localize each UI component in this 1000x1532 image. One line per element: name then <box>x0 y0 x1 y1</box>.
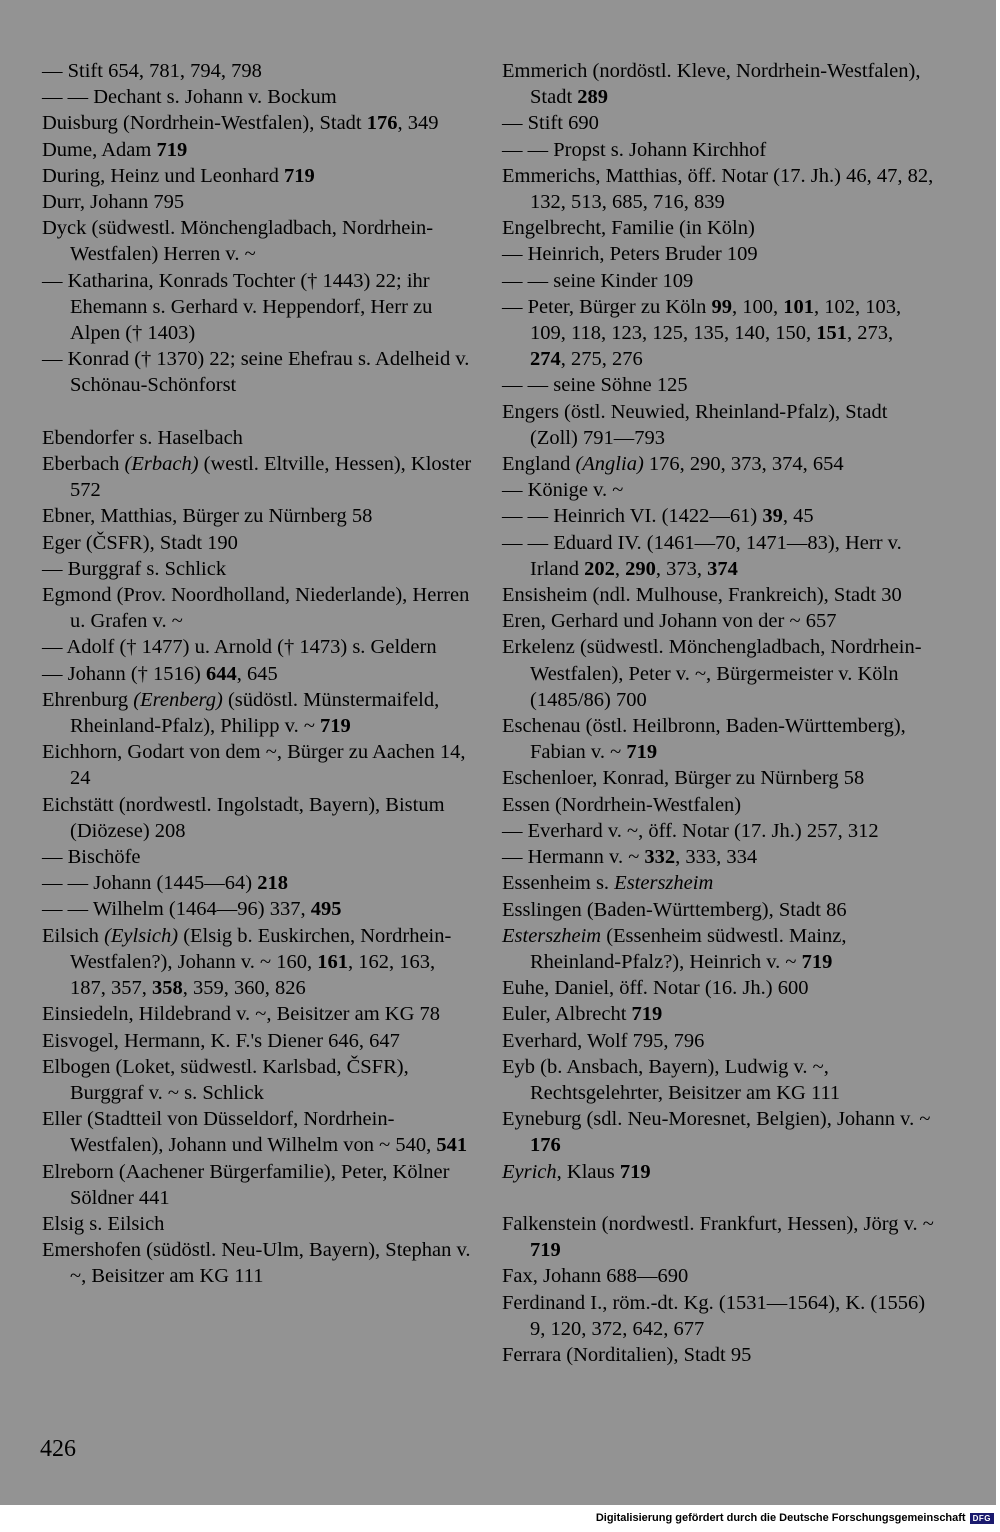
entry-text: 99 <box>711 295 732 318</box>
entry-text: , 100, <box>731 295 784 318</box>
index-entry <box>42 189 474 215</box>
entry-text: 161 <box>317 950 348 973</box>
entry-text: — Heinrich, Peters Bruder 109 <box>502 243 758 266</box>
index-entry <box>42 1001 474 1027</box>
entry-text: Einsiedeln, Hildebrand v. ~, Beisitzer am KG 78 <box>42 1003 441 1026</box>
dfg-logo: DFG <box>970 1513 994 1524</box>
entry-text: (westl. Eltville, Hessen), Kloster 572 <box>70 453 472 502</box>
entry-text: 289 <box>577 86 609 109</box>
entry-text: (südöstl. Münstermaifeld, Rheinland-Pfalz), Philipp v. ~ <box>70 688 440 738</box>
index-entry <box>502 844 934 870</box>
page-number: 426 <box>40 1436 76 1462</box>
entry-text: Esterszheim <box>614 872 714 895</box>
entry-text: Ehrenburg <box>42 688 134 711</box>
index-entry <box>42 923 474 1002</box>
entry-text: Eyneburg (sdl. Neu-Moresnet, Belgien), Johann v. ~ <box>502 1108 931 1131</box>
index-entry <box>42 58 474 84</box>
index-entry <box>502 1290 934 1342</box>
entry-text: (Essenheim südwestl. Mainz, Rheinland-Pfalz?), Heinrich v. ~ <box>530 924 847 973</box>
index-entry <box>502 58 934 110</box>
index-entry <box>42 1106 474 1158</box>
entry-text: , <box>614 557 626 580</box>
entry-text: — Katharina, Konrads Tochter († 1443) 22; ihr Ehemann s. Gerhard v. Heppendorf, Herr zu Alpen († 1403) <box>42 269 433 345</box>
entry-text: — — Propst s. Johann Kirchhof <box>502 138 767 161</box>
index-entry <box>502 477 934 503</box>
entry-text: Egmond (Prov. Noordholland, Niederlande), Herren u. Grafen v. ~ <box>42 584 470 633</box>
index-entry <box>42 530 474 556</box>
entry-text: , 359, 360, 826 <box>182 977 306 1000</box>
index-entry <box>42 163 474 189</box>
index-entry <box>502 870 934 896</box>
entry-text: 358 <box>152 977 183 1000</box>
entry-text: Fax, Johann 688—690 <box>502 1265 689 1288</box>
index-entry <box>42 110 474 136</box>
index-entry <box>502 163 934 215</box>
index-entry <box>502 503 934 529</box>
index-entry <box>502 294 934 373</box>
index-entry <box>502 110 934 136</box>
index-entry <box>502 713 934 765</box>
entry-text: 719 <box>631 1003 663 1026</box>
entry-text: Eberbach <box>42 453 125 476</box>
index-entry <box>502 765 934 791</box>
index-entry <box>42 844 474 870</box>
entry-text: — Stift 654, 781, 794, 798 <box>42 60 262 82</box>
entry-text: 719 <box>626 741 658 764</box>
entry-text: — Everhard v. ~, öff. Notar (17. Jh.) 257, 312 <box>502 819 879 842</box>
entry-text: Eichhorn, Godart von dem ~, Bürger zu Aachen 14, 24 <box>42 741 466 790</box>
entry-text: , Klaus <box>556 1160 620 1183</box>
entry-text: Eller (Stadtteil von Düsseldorf, Nordrhein-Westfalen), Johann und Wilhelm von ~ 540, <box>42 1108 437 1157</box>
index-entry <box>502 608 934 634</box>
index-entry <box>502 451 934 477</box>
index-entry <box>502 215 934 241</box>
entry-text: Ferdinand I., röm.-dt. Kg. (1531—1564), K. (1556) 9, 120, 372, 642, 677 <box>502 1291 926 1340</box>
index-entry <box>42 896 474 922</box>
index-entry <box>502 1263 934 1289</box>
entry-text: Duisburg (Nordrhein-Westfalen), Stadt <box>42 112 367 135</box>
entry-text: 274 <box>530 348 561 371</box>
index-entry <box>502 241 934 267</box>
entry-text: 101 <box>783 295 814 318</box>
entry-text: 644 <box>205 662 237 685</box>
index-entry <box>502 1001 934 1027</box>
entry-text: 541 <box>436 1134 468 1157</box>
entry-text: Eschenloer, Konrad, Bürger zu Nürnberg 58 <box>502 767 865 790</box>
entry-text: 39 <box>762 505 783 528</box>
entry-text: Erkelenz (südwestl. Mönchengladbach, Nordrhein-Westfalen), Peter v. ~, Bürgermeister v. Köln (1485/86) 700 <box>502 636 922 711</box>
entry-text: — — Johann (1445—64) <box>42 872 258 895</box>
index-entry <box>42 687 474 739</box>
entry-text: , 333, 334 <box>675 846 758 869</box>
index-entry <box>42 739 474 791</box>
entry-text: — Stift 690 <box>502 112 599 135</box>
entry-text: Elbogen (Loket, südwestl. Karlsbad, ČSFR), Burggraf v. ~ s. Schlick <box>42 1055 409 1104</box>
entry-text: England <box>502 453 576 476</box>
entry-text: Engers (östl. Neuwied, Rheinland-Pfalz), Stadt (Zoll) 791—793 <box>502 400 888 449</box>
index-entry <box>502 1211 934 1263</box>
entry-text: 290 <box>625 557 656 580</box>
entry-text: — Adolf († 1477) u. Arnold († 1473) s. Geldern <box>42 636 437 659</box>
entry-text: Eilsich <box>42 924 105 947</box>
entry-text: 151 <box>816 322 847 345</box>
index-entry <box>502 530 934 582</box>
entry-text: — Könige v. ~ <box>502 479 624 502</box>
entry-text: , 102, 103, 109, 118, 123, 125, 135, 140, 150, <box>530 295 902 345</box>
entry-text: 719 <box>619 1160 651 1183</box>
entry-text: , 373, <box>655 557 708 580</box>
entry-text: (Eylsich) <box>104 924 179 947</box>
index-entry <box>502 137 934 163</box>
index-entry <box>42 870 474 896</box>
entry-text: — Peter, Bürger zu Köln <box>502 295 712 318</box>
entry-text: Essenheim s. <box>502 872 615 895</box>
entry-text: (Erbach) <box>124 453 199 476</box>
entry-text: Falkenstein (nordwestl. Frankfurt, Hessen), Jörg v. ~ <box>502 1212 934 1235</box>
entry-text: — — seine Söhne 125 <box>502 374 688 397</box>
index-entry <box>42 1054 474 1106</box>
entry-text: 176 <box>530 1134 561 1157</box>
footer-text: Digitalisierung gefördert durch die Deutsche Forschungsgemeinschaft <box>595 1512 966 1524</box>
entry-text: Eren, Gerhard und Johann von der ~ 657 <box>502 610 837 633</box>
entry-text: Eisvogel, Hermann, K. F.'s Diener 646, 647 <box>42 1029 400 1052</box>
index-entry <box>42 451 474 503</box>
index-entry <box>42 1028 474 1054</box>
entry-text: — Bischöfe <box>42 846 141 869</box>
entry-text: — Johann († 1516) <box>42 662 206 685</box>
index-entry <box>42 137 474 163</box>
index-entry <box>42 634 474 660</box>
index-entry <box>42 215 474 267</box>
entry-text: , 275, 276 <box>560 348 643 371</box>
entry-text: Eger (ČSFR), Stadt 190 <box>42 531 238 554</box>
index-entry <box>502 897 934 923</box>
index-entry <box>502 1028 934 1054</box>
index-entry <box>502 268 934 294</box>
entry-text: Durr, Johann 795 <box>42 191 185 214</box>
index-entry <box>502 399 934 451</box>
index-entry <box>42 1237 474 1289</box>
index-entry <box>502 923 934 975</box>
entry-text: — — Wilhelm (1464—96) 337, <box>42 898 311 921</box>
digitization-footer <box>596 1512 994 1524</box>
index-entry <box>502 372 934 398</box>
entry-text: Dume, Adam <box>42 138 157 161</box>
entry-text: Emmerich (nordöstl. Kleve, Nordrhein-Westfalen), Stadt <box>502 60 921 109</box>
index-entry <box>502 1159 934 1185</box>
entry-text: (Erenberg) <box>133 688 223 711</box>
entry-text: — Konrad († 1370) 22; seine Ehefrau s. Adelheid v. Schönau-Schönforst <box>42 348 470 397</box>
entry-text: Eyb (b. Ansbach, Bayern), Ludwig v. ~, Rechtsgelehrter, Beisitzer am KG 111 <box>502 1055 841 1104</box>
entry-text: (Anglia) <box>575 453 644 476</box>
entry-text: (Elsig b. Euskirchen, Nordrhein-Westfalen?), Johann v. ~ 160, <box>70 924 452 973</box>
entry-text: — — Eduard IV. (1461—70, 1471—83), Herr v. Irland <box>502 531 902 580</box>
entry-text: 719 <box>320 715 351 738</box>
entry-text: Ebner, Matthias, Bürger zu Nürnberg 58 <box>42 505 373 528</box>
entry-text: Elreborn (Aachener Bürgerfamilie), Peter, Kölner Söldner 441 <box>42 1160 450 1209</box>
entry-text: — Hermann v. ~ <box>502 846 645 869</box>
index-entry <box>502 975 934 1001</box>
entry-text: — Burggraf s. Schlick <box>42 557 227 580</box>
index-column-left <box>42 58 474 1290</box>
index-entry <box>42 661 474 687</box>
index-entry <box>42 84 474 110</box>
entry-text: Ebendorfer s. Haselbach <box>42 426 243 449</box>
entry-text: Euler, Albrecht <box>502 1003 632 1026</box>
entry-text: Elsig s. Eilsich <box>42 1212 165 1235</box>
entry-text: 374 <box>707 557 738 580</box>
index-entry <box>42 1211 474 1237</box>
index-entry <box>502 792 934 818</box>
entry-text: , 45 <box>782 505 814 528</box>
entry-text: Essen (Nordrhein-Westfalen) <box>502 793 742 816</box>
entry-text: Ensisheim (ndl. Mulhouse, Frankreich), Stadt 30 <box>502 584 902 607</box>
entry-text: , 162, 163, 187, 357, <box>70 950 436 1000</box>
entry-text: Euhe, Daniel, öff. Notar (16. Jh.) 600 <box>502 977 809 1000</box>
index-entry <box>42 425 474 451</box>
index-entry <box>502 1054 934 1106</box>
index-entry <box>42 1159 474 1211</box>
index-entry <box>42 792 474 844</box>
index-entry <box>42 346 474 398</box>
entry-text: During, Heinz und Leonhard <box>42 164 284 187</box>
index-entry <box>42 556 474 582</box>
entry-text: 719 <box>283 164 315 187</box>
entry-text: 176 <box>366 112 398 135</box>
entry-text: Eschenau (östl. Heilbronn, Baden-Württemberg), Fabian v. ~ <box>502 715 906 764</box>
entry-text: 202 <box>584 557 615 580</box>
entry-text: — — seine Kinder 109 <box>502 269 694 292</box>
entry-text: 332 <box>644 846 676 869</box>
index-entry <box>502 1342 934 1368</box>
index-entry <box>42 268 474 347</box>
entry-text: Eyrich <box>502 1160 557 1183</box>
entry-text: 719 <box>530 1239 561 1262</box>
entry-text: Emmerichs, Matthias, öff. Notar (17. Jh.) 46, 47, 82, 132, 513, 685, 716, 839 <box>502 164 934 214</box>
entry-text: Engelbrecht, Familie (in Köln) <box>502 217 755 240</box>
entry-text: Ferrara (Norditalien), Stadt 95 <box>502 1343 752 1366</box>
index-entry <box>502 634 934 713</box>
entry-text: , 645 <box>236 662 278 685</box>
entry-text: Dyck (südwestl. Mönchengladbach, Nordrhein-Westfalen) Herren v. ~ <box>42 217 434 266</box>
entry-text: 176, 290, 373, 374, 654 <box>643 453 844 476</box>
index-entry <box>502 582 934 608</box>
index-entry <box>502 1106 934 1158</box>
entry-text: Everhard, Wolf 795, 796 <box>502 1029 705 1052</box>
index-entry <box>42 503 474 529</box>
entry-text: 218 <box>257 872 288 895</box>
entry-text: , 349 <box>397 112 439 135</box>
entry-text: — — Heinrich VI. (1422—61) <box>502 505 763 528</box>
entry-text: , 273, <box>847 322 894 345</box>
entry-text: 719 <box>156 138 188 161</box>
entry-text: — — Dechant s. Johann v. Bockum <box>42 86 337 109</box>
entry-text: 495 <box>310 898 342 921</box>
entry-text: Eichstätt (nordwestl. Ingolstadt, Bayern), Bistum (Diözese) 208 <box>42 793 445 842</box>
entry-text: 719 <box>801 950 833 973</box>
entry-text: Esslingen (Baden-Württemberg), Stadt 86 <box>502 898 847 921</box>
index-column-right <box>502 58 934 1368</box>
index-entry <box>42 582 474 634</box>
entry-text: Emershofen (südöstl. Neu-Ulm, Bayern), Stephan v. ~, Beisitzer am KG 111 <box>42 1239 471 1288</box>
index-entry <box>502 818 934 844</box>
entry-text: Esterszheim <box>502 924 602 947</box>
